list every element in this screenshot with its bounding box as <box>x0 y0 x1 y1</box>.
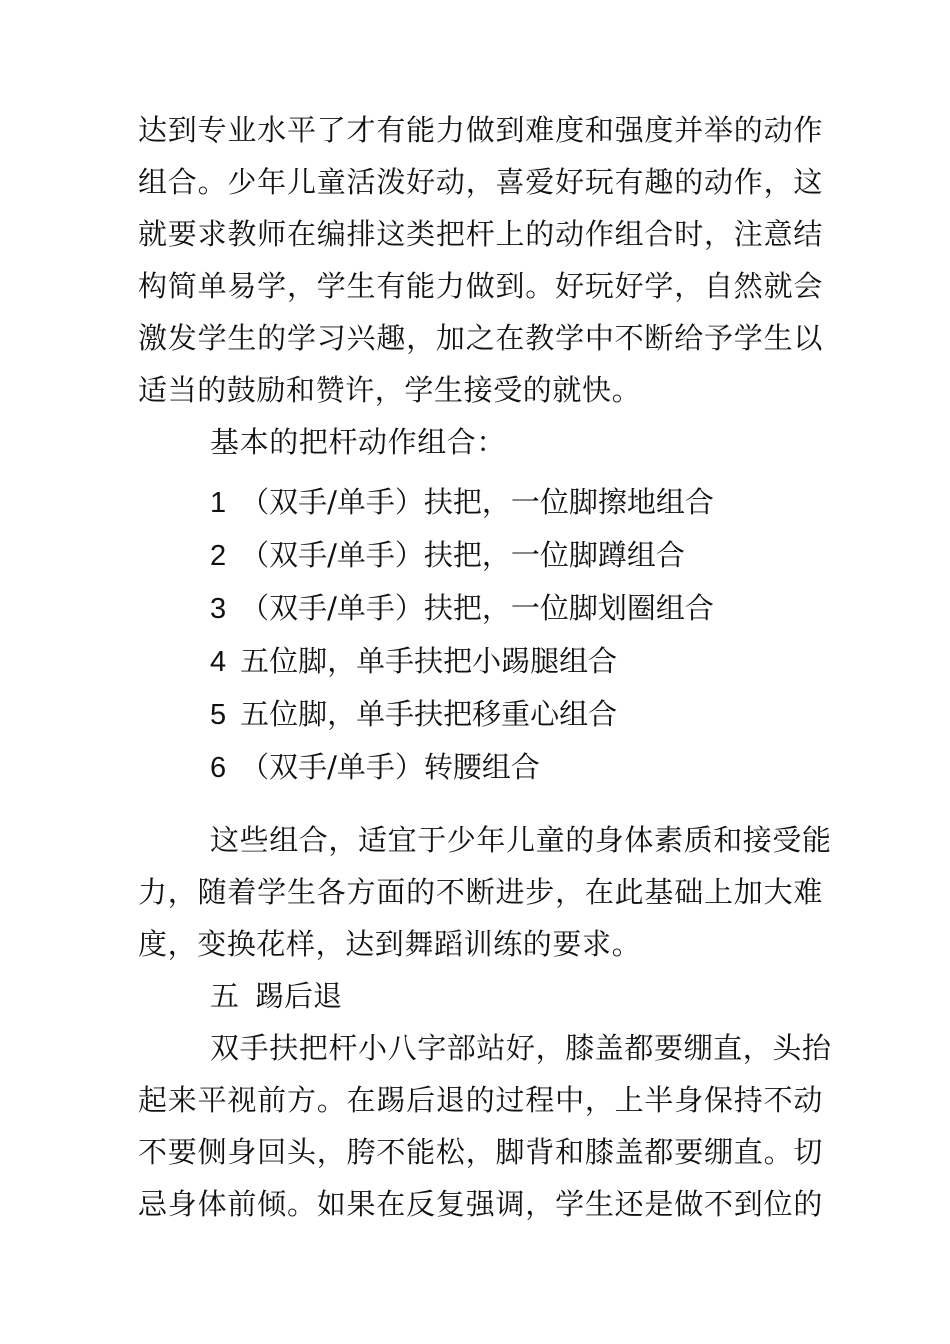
text-line: 达到专业水平了才有能力做到难度和强度并举的动作 <box>138 113 823 147</box>
list-item <box>138 635 823 688</box>
list-item <box>138 741 823 794</box>
text-line: 双手扶把杆小八字部站好，膝盖都要绷直，头抬 <box>210 1031 832 1065</box>
text-line: 力，随着学生各方面的不断进步，在此基础上加大难 <box>138 875 823 909</box>
list-item-number: 3 <box>210 593 227 625</box>
combination-list <box>138 476 823 794</box>
paragraph-combination-design <box>138 104 823 416</box>
list-item <box>138 529 823 582</box>
list-item-number: 6 <box>210 752 227 784</box>
paragraph-combination-summary <box>138 814 832 970</box>
text-line: 这些组合，适宜于少年儿童的身体素质和接受能 <box>210 823 832 857</box>
text-line: 组合。少年儿童活泼好动，喜爱好玩有趣的动作，这 <box>138 165 823 199</box>
text-line: 激发学生的学习兴趣，加之在教学中不断给予学生以 <box>138 321 823 355</box>
text-line: 起来平视前方。在踢后退的过程中，上半身保持不动 <box>138 1083 823 1117</box>
text-line: 构简单易学，学生有能力做到。好玩好学，自然就会 <box>138 269 823 303</box>
text-line: 适当的鼓励和赞许，学生接受的就快。 <box>138 373 642 407</box>
list-item-text: （双手/单手）转腰组合 <box>240 750 540 784</box>
list-item <box>138 476 823 529</box>
document-page <box>138 104 832 1230</box>
text-line: 度，变换花样，达到舞蹈训练的要求。 <box>138 927 642 961</box>
list-item-text: （双手/单手）扶把，一位脚擦地组合 <box>240 485 714 519</box>
list-item-text: 五位脚，单手扶把小踢腿组合 <box>240 644 618 678</box>
list-item-text: 五位脚，单手扶把移重心组合 <box>240 697 618 731</box>
text-line: 忌身体前倾。如果在反复强调，学生还是做不到位的 <box>138 1187 823 1221</box>
list-item <box>138 582 823 635</box>
list-item-number: 4 <box>210 646 227 678</box>
list-intro: 基本的把杆动作组合： <box>210 425 507 459</box>
section-number: 五 <box>210 979 240 1013</box>
list-item-text: （双手/单手）扶把，一位脚划圈组合 <box>240 591 714 625</box>
text-line: 就要求教师在编排这类把杆上的动作组合时，注意结 <box>138 217 823 251</box>
list-item-number: 1 <box>210 487 227 519</box>
text-line: 不要侧身回头，胯不能松，脚背和膝盖都要绷直。切 <box>138 1135 823 1169</box>
list-item-number: 2 <box>210 540 227 572</box>
section-title: 踢后退 <box>255 979 343 1013</box>
section-heading <box>138 970 823 1022</box>
paragraph-kick-back <box>138 1022 832 1230</box>
list-item <box>138 688 823 741</box>
list-item-number: 5 <box>210 699 227 731</box>
list-item-text: （双手/单手）扶把，一位脚蹲组合 <box>240 538 685 572</box>
